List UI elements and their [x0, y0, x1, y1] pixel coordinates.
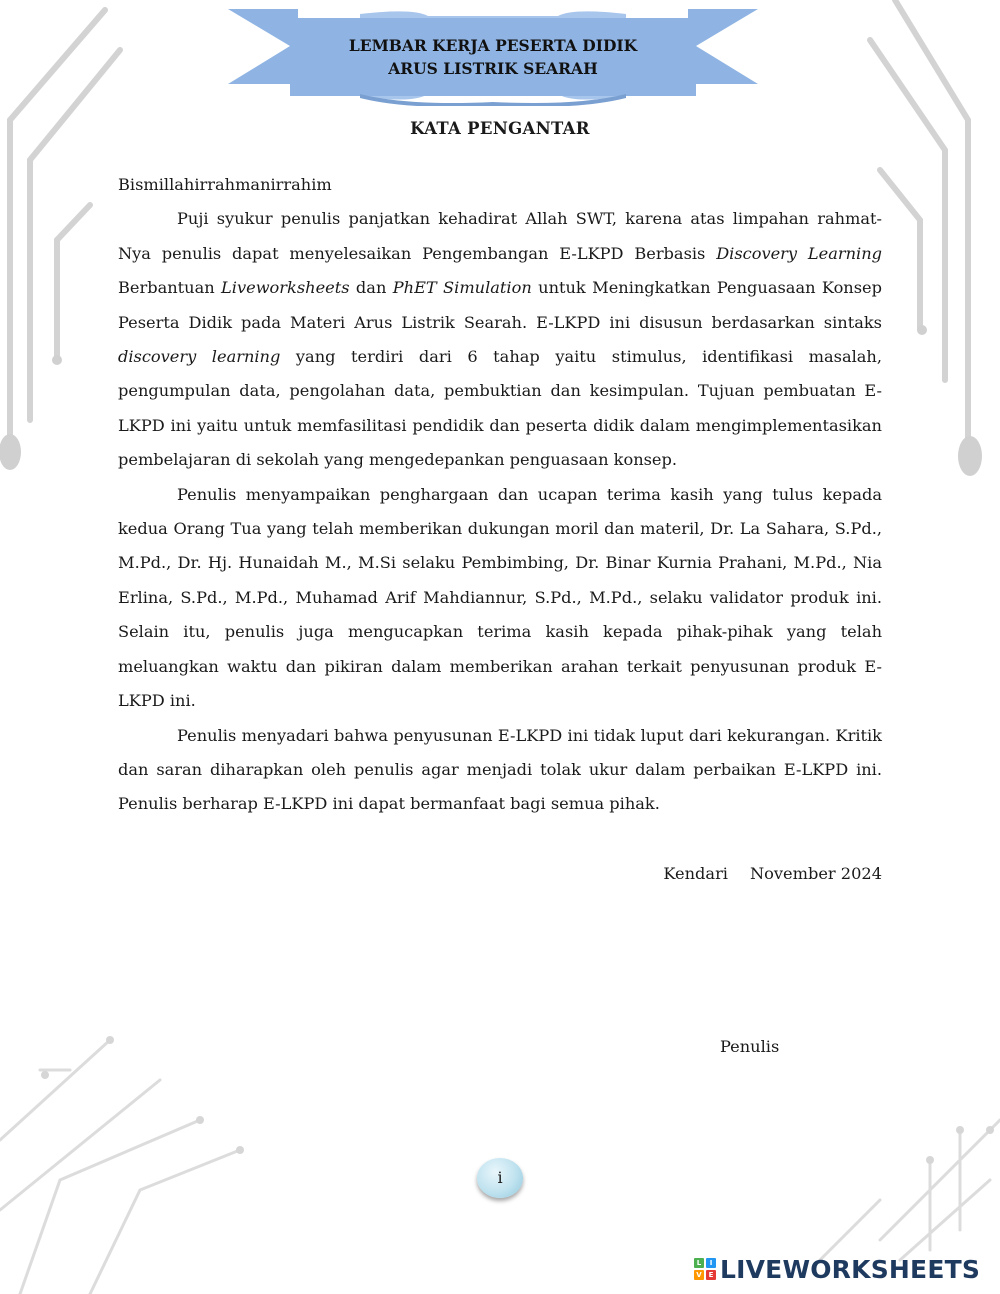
- logo-wordmark: LIVEWORKSHEETS: [720, 1254, 981, 1284]
- p1-italic-phet: PhET Simulation: [392, 278, 532, 298]
- p1-text-i: yang terdiri dari 6 tahap yaitu stimulus, identifikasi masalah, pengumpulan data, pengolahan data, pembuktian dan kesimpulan. Tujuan pembuatan E-LKPD ini yaitu untuk memfasilitasi pendidik dan peserta didik dalam mengimplementasikan pembelajaran di sekolah yang mengedepankan penguasaan konsep.: [118, 347, 883, 470]
- signer: Penulis: [720, 1037, 780, 1056]
- liveworksheets-logo: [694, 1254, 980, 1284]
- logo-letter-v: V: [694, 1270, 704, 1280]
- logo-letter-l: L: [694, 1258, 704, 1268]
- document-body: [118, 168, 882, 822]
- logo-letter-e: E: [706, 1270, 716, 1280]
- greeting: Bismillahirrahmanirrahim: [118, 175, 332, 194]
- p1-text-a: Puji syukur penulis panjatkan kehadirat Allah SWT, karena atas limpahan rahmat-Nya penulis dapat menyelesaikan Pengembangan E-LKPD Berbasis: [118, 209, 882, 263]
- date-city: Kendari: [663, 864, 728, 883]
- logo-grid-icon: [694, 1258, 716, 1280]
- paragraph-2: Penulis menyampaikan penghargaan dan ucapan terima kasih yang tulus kepada kedua Orang Tua yang telah memberikan dukungan moril dan materil, Dr. La Sahara, S.Pd., M.Pd., Dr. Hj. Hunaidah M., M.Si selaku Pembimbing, Dr. Binar Kurnia Prahani, M.Pd., Nia Erlina, S.Pd., M.Pd., Muhamad Arif Mahdiannur, S.Pd., M.Pd., selaku validator produk ini. Selain itu, penulis juga mengucapkan terima kasih kepada pihak-pihak yang telah meluangkan waktu dan pikiran dalam memberikan arahan terkait penyusunan produk E-LKPD ini.: [118, 484, 882, 711]
- date-month-year: November 2024: [749, 864, 882, 883]
- banner-title-line1: LEMBAR KERJA PESERTA DIDIK: [348, 36, 638, 55]
- p1-text-g: untuk Meningkatkan Penguasaan Konsep Peserta Didik pada Materi Arus Listrik Searah. E-LKPD ini disusun berdasarkan sintaks: [118, 278, 882, 332]
- paragraph-1: [118, 202, 882, 477]
- page-heading: KATA PENGANTAR: [410, 119, 590, 138]
- title-banner: [228, 6, 758, 106]
- p1-italic-liveworksheets: Liveworksheets: [221, 278, 350, 298]
- p1-italic-discovery: discovery learning: [118, 347, 281, 367]
- date-line: [663, 857, 882, 891]
- p1-italic-discovery-learning: Discovery Learning: [716, 243, 882, 263]
- p1-text-c: Berbantuan: [118, 278, 222, 298]
- banner-title-line2: ARUS LISTRIK SEARAH: [388, 59, 598, 78]
- page-number-badge: i: [477, 1158, 523, 1198]
- paragraph-3: Penulis menyadari bahwa penyusunan E-LKPD ini tidak luput dari kekurangan. Kritik dan saran diharapkan oleh penulis agar menjadi tolak ukur dalam perbaikan E-LKPD ini. Penulis berharap E-LKPD ini dapat bermanfaat bagi semua pihak.: [118, 725, 882, 814]
- p1-text-e: dan: [349, 278, 393, 298]
- logo-letter-i: I: [706, 1258, 716, 1268]
